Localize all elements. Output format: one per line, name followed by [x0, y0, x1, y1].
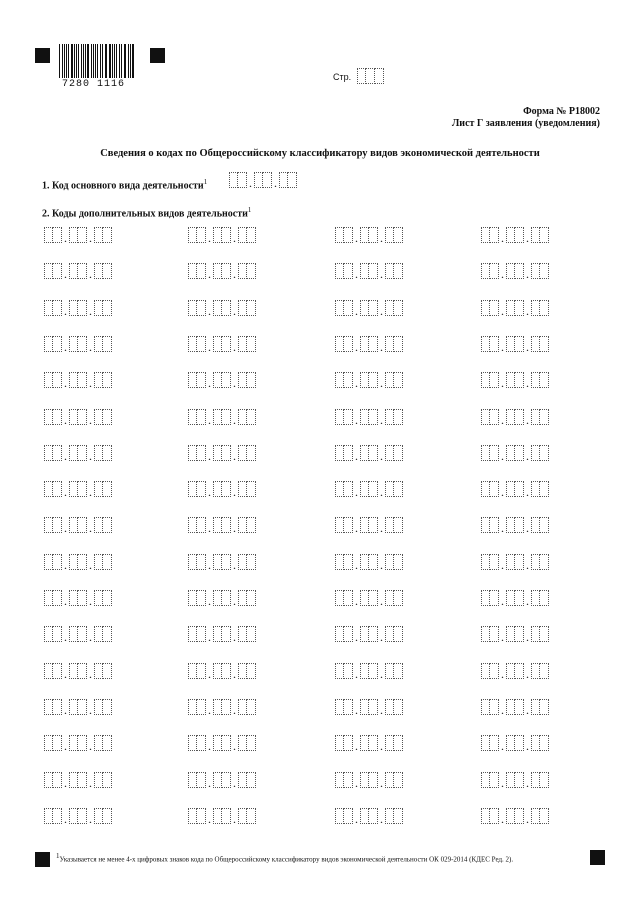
- additional-activity-code-field[interactable]: . .: [44, 372, 112, 388]
- additional-activity-code-field[interactable]: . .: [44, 300, 112, 316]
- additional-activity-code-field[interactable]: . .: [481, 227, 549, 243]
- additional-activity-code-field[interactable]: . .: [335, 772, 403, 788]
- additional-activity-code-field[interactable]: . .: [335, 300, 403, 316]
- additional-activity-code-field[interactable]: . .: [188, 554, 256, 570]
- additional-activity-code-field[interactable]: . .: [335, 663, 403, 679]
- additional-activity-code-field[interactable]: . .: [481, 772, 549, 788]
- additional-activity-code-field[interactable]: . .: [188, 772, 256, 788]
- additional-activity-code-field[interactable]: . .: [44, 808, 112, 824]
- additional-activity-code-field[interactable]: . .: [44, 409, 112, 425]
- additional-activity-code-field[interactable]: . .: [188, 735, 256, 751]
- additional-activity-code-field[interactable]: . .: [335, 227, 403, 243]
- additional-activity-code-field[interactable]: . .: [335, 699, 403, 715]
- additional-activity-code-field[interactable]: . .: [335, 372, 403, 388]
- additional-activity-code-field[interactable]: . .: [188, 699, 256, 715]
- additional-activity-code-field[interactable]: . .: [335, 735, 403, 751]
- additional-activity-code-field[interactable]: . .: [44, 517, 112, 533]
- page-label: Стр.: [333, 72, 352, 82]
- additional-activity-code-field[interactable]: . .: [481, 336, 549, 352]
- barcode: [59, 44, 135, 78]
- additional-activity-code-field[interactable]: . .: [44, 735, 112, 751]
- additional-activity-code-field[interactable]: . .: [481, 263, 549, 279]
- additional-activity-code-field[interactable]: . .: [335, 263, 403, 279]
- additional-activity-code-field[interactable]: . .: [335, 336, 403, 352]
- additional-activity-code-field[interactable]: . .: [188, 808, 256, 824]
- additional-activity-code-field[interactable]: . .: [188, 263, 256, 279]
- additional-activity-code-field[interactable]: . .: [481, 554, 549, 570]
- additional-activity-code-field[interactable]: . .: [44, 590, 112, 606]
- additional-activity-code-field[interactable]: . .: [481, 735, 549, 751]
- registration-marker-top-left: [35, 48, 50, 63]
- additional-activity-code-field[interactable]: . .: [481, 445, 549, 461]
- additional-activity-code-field[interactable]: . .: [188, 336, 256, 352]
- additional-activity-code-field[interactable]: . .: [188, 372, 256, 388]
- form-number: Форма № Р18002: [523, 106, 600, 117]
- additional-activity-code-field[interactable]: . .: [44, 336, 112, 352]
- additional-activity-code-field[interactable]: . .: [481, 481, 549, 497]
- additional-activity-code-field[interactable]: . .: [335, 481, 403, 497]
- registration-marker-bottom-right: [590, 850, 605, 865]
- section-additional-activities-label: 2. Коды дополнительных видов деятельности$^1$: [42, 206, 252, 220]
- registration-marker-top-right: [150, 48, 165, 63]
- section-main-activity-label: 1. Код основного вида деятельности$^1$: [42, 178, 208, 192]
- additional-activity-code-field[interactable]: . .: [188, 590, 256, 606]
- additional-activity-code-field[interactable]: . .: [44, 227, 112, 243]
- additional-activity-code-field[interactable]: . .: [44, 699, 112, 715]
- additional-activity-code-field[interactable]: . .: [335, 517, 403, 533]
- additional-activity-code-field[interactable]: . .: [44, 626, 112, 642]
- additional-activity-code-field[interactable]: . .: [188, 300, 256, 316]
- additional-activity-code-field[interactable]: . .: [481, 372, 549, 388]
- additional-activity-code-field[interactable]: . .: [44, 772, 112, 788]
- footnote: 1Указывается не менее 4-х цифровых знаков кода по Общероссийскому классификатору видов экономической деятельности ОК 029-2014 (КДЕС Ред. 2).: [56, 852, 514, 864]
- additional-activity-code-field[interactable]: . .: [335, 808, 403, 824]
- additional-activity-code-field[interactable]: . .: [188, 663, 256, 679]
- additional-activity-code-field[interactable]: . .: [481, 663, 549, 679]
- additional-activity-code-field[interactable]: . .: [44, 445, 112, 461]
- additional-activity-code-field[interactable]: . .: [335, 626, 403, 642]
- additional-activity-code-field[interactable]: . .: [44, 663, 112, 679]
- page-title: Сведения о кодах по Общероссийскому классификатору видов экономической деятельности: [100, 148, 540, 159]
- registration-marker-bottom-left: [35, 852, 50, 867]
- additional-activity-code-field[interactable]: . .: [44, 481, 112, 497]
- additional-activity-code-field[interactable]: . .: [44, 263, 112, 279]
- additional-activity-code-field[interactable]: . .: [481, 626, 549, 642]
- barcode-number: 7280 1116: [62, 79, 126, 90]
- additional-activity-code-field[interactable]: . .: [188, 445, 256, 461]
- additional-activity-code-field[interactable]: . .: [335, 409, 403, 425]
- additional-activity-code-field[interactable]: . .: [188, 626, 256, 642]
- additional-activity-code-field[interactable]: . .: [481, 590, 549, 606]
- additional-activity-code-field[interactable]: . .: [44, 554, 112, 570]
- sheet-label: Лист Г заявления (уведомления): [451, 118, 600, 129]
- additional-activity-code-field[interactable]: . .: [481, 409, 549, 425]
- additional-activity-code-field[interactable]: . .: [481, 300, 549, 316]
- additional-activity-code-field[interactable]: . .: [335, 445, 403, 461]
- additional-activity-code-field[interactable]: . .: [188, 227, 256, 243]
- additional-activity-code-field[interactable]: . .: [481, 699, 549, 715]
- additional-activity-code-field[interactable]: . .: [481, 808, 549, 824]
- additional-activity-code-field[interactable]: . .: [335, 554, 403, 570]
- additional-activity-code-field[interactable]: . .: [335, 590, 403, 606]
- additional-activity-code-field[interactable]: . .: [188, 517, 256, 533]
- additional-activity-code-field[interactable]: . .: [481, 517, 549, 533]
- main-activity-code-field[interactable]: . .: [229, 172, 297, 188]
- page-number-field[interactable]: [357, 68, 384, 84]
- additional-activity-code-field[interactable]: . .: [188, 409, 256, 425]
- additional-activity-code-field[interactable]: . .: [188, 481, 256, 497]
